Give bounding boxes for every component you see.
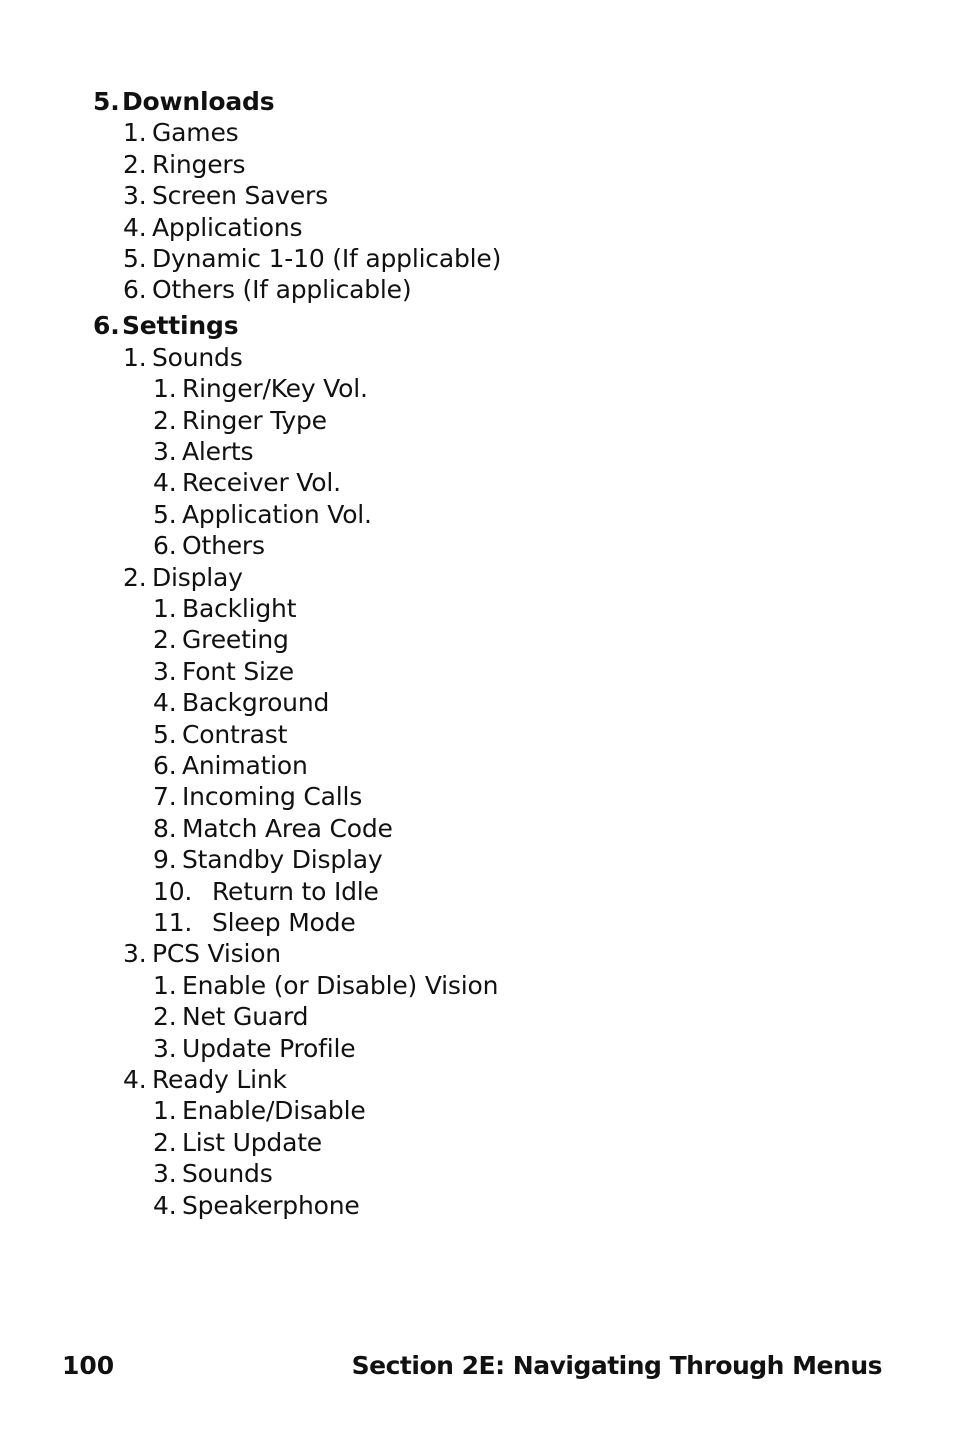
menu-item-number: 3. [153, 437, 177, 466]
menu-item [153, 467, 341, 499]
menu-item-label: Applications [152, 213, 303, 242]
menu-item-label: Font Size [182, 657, 294, 686]
menu-item-number: 1. [123, 118, 147, 147]
menu-item-label: Greeting [182, 625, 289, 654]
menu-item-label: Return to Idle [212, 877, 379, 906]
menu-item-number: 5. [153, 500, 177, 529]
menu-item [153, 844, 382, 876]
menu-item-number: 4. [153, 468, 177, 497]
menu-item-number: 1. [153, 594, 177, 623]
menu-item [123, 212, 302, 244]
section-title: Section 2E: Navigating Through Menus [351, 1351, 882, 1380]
menu-item-number: 3. [153, 1034, 177, 1063]
menu-item-number: 2. [153, 1002, 177, 1031]
menu-item-label: Standby Display [182, 845, 383, 874]
menu-heading [93, 310, 238, 342]
menu-item [123, 149, 245, 181]
menu-item-number: 8. [153, 814, 177, 843]
menu-item [123, 1064, 287, 1096]
menu-item-number: 7. [153, 782, 177, 811]
menu-item-number: 2. [153, 406, 177, 435]
menu-item-number: 3. [153, 1159, 177, 1188]
menu-item-label: Enable (or Disable) Vision [182, 971, 499, 1000]
menu-item-label: Incoming Calls [182, 782, 363, 811]
menu-item-number: 2. [153, 1128, 177, 1157]
menu-item [123, 342, 243, 374]
menu-item-number: 5. [93, 87, 120, 116]
menu-item [153, 624, 289, 656]
menu-item-label: Ringer/Key Vol. [182, 374, 368, 403]
menu-item [153, 1190, 360, 1222]
menu-item [123, 180, 328, 212]
menu-item-number: 4. [153, 688, 177, 717]
menu-item-label: Alerts [182, 437, 254, 466]
menu-item-label: Sounds [182, 1159, 273, 1188]
menu-item-number: 10. [153, 877, 193, 906]
menu-item-number: 1. [153, 374, 177, 403]
menu-item-label: Contrast [182, 720, 288, 749]
menu-item-number: 3. [123, 181, 147, 210]
menu-item [153, 593, 296, 625]
menu-item [153, 499, 372, 531]
menu-item [153, 719, 287, 751]
menu-item-label: Downloads [122, 87, 275, 116]
menu-item [123, 117, 238, 149]
menu-item-number: 3. [153, 657, 177, 686]
menu-item-number: 11. [153, 908, 193, 937]
menu-item [153, 1158, 273, 1190]
menu-item-label: List Update [182, 1128, 322, 1157]
menu-item [123, 243, 501, 275]
menu-item-number: 6. [93, 311, 120, 340]
menu-item-number: 1. [153, 971, 177, 1000]
menu-heading [93, 86, 274, 118]
menu-item-number: 2. [123, 563, 147, 592]
menu-item-number: 3. [123, 939, 147, 968]
menu-item [153, 687, 329, 719]
menu-item-label: Others (If applicable) [152, 275, 412, 304]
menu-item-label: Ringers [152, 150, 246, 179]
menu-item [153, 436, 253, 468]
menu-item [153, 813, 393, 845]
menu-item [153, 405, 327, 437]
menu-item-number: 1. [123, 343, 147, 372]
menu-item-label: Settings [122, 311, 239, 340]
menu-item [123, 274, 411, 306]
menu-item [123, 938, 281, 970]
menu-item-number: 5. [123, 244, 147, 273]
menu-item-number: 5. [153, 720, 177, 749]
menu-item-label: Ready Link [152, 1065, 287, 1094]
menu-item [153, 1095, 366, 1127]
menu-item-label: Sleep Mode [212, 908, 356, 937]
menu-item-label: Background [182, 688, 330, 717]
menu-item-label: Display [152, 563, 243, 592]
menu-item [153, 530, 265, 562]
menu-item-label: Match Area Code [182, 814, 393, 843]
menu-item-label: Others [182, 531, 265, 560]
menu-item-label: Ringer Type [182, 406, 327, 435]
menu-item-label: Games [152, 118, 239, 147]
menu-item-label: Dynamic 1-10 (If applicable) [152, 244, 502, 273]
menu-item-label: Receiver Vol. [182, 468, 341, 497]
menu-item-number: 9. [153, 845, 177, 874]
menu-item [153, 1127, 322, 1159]
menu-item-label: Application Vol. [182, 500, 372, 529]
menu-item-number: 1. [153, 1096, 177, 1125]
menu-item-number: 4. [123, 1065, 147, 1094]
menu-item-label: Speakerphone [182, 1191, 360, 1220]
menu-item [153, 373, 368, 405]
menu-item-number: 6. [153, 751, 177, 780]
menu-item-number: 2. [123, 150, 147, 179]
menu-item-label: Backlight [182, 594, 297, 623]
menu-item-label: Net Guard [182, 1002, 309, 1031]
menu-item [153, 1001, 308, 1033]
menu-item [153, 907, 356, 939]
menu-item-number: 6. [123, 275, 147, 304]
menu-item-number: 4. [153, 1191, 177, 1220]
menu-item-label: Screen Savers [152, 181, 328, 210]
menu-item-label: PCS Vision [152, 939, 281, 968]
menu-item [153, 656, 294, 688]
menu-item-number: 4. [123, 213, 147, 242]
menu-item [153, 1033, 355, 1065]
menu-item-number: 6. [153, 531, 177, 560]
menu-item-label: Update Profile [182, 1034, 356, 1063]
menu-item-number: 2. [153, 625, 177, 654]
page-number: 100 [62, 1351, 115, 1380]
menu-item [153, 970, 498, 1002]
menu-item [153, 781, 362, 813]
menu-item [123, 562, 243, 594]
menu-item [153, 876, 379, 908]
menu-item-label: Enable/Disable [182, 1096, 366, 1125]
menu-item [153, 750, 308, 782]
menu-item-label: Animation [182, 751, 308, 780]
menu-item-label: Sounds [152, 343, 243, 372]
